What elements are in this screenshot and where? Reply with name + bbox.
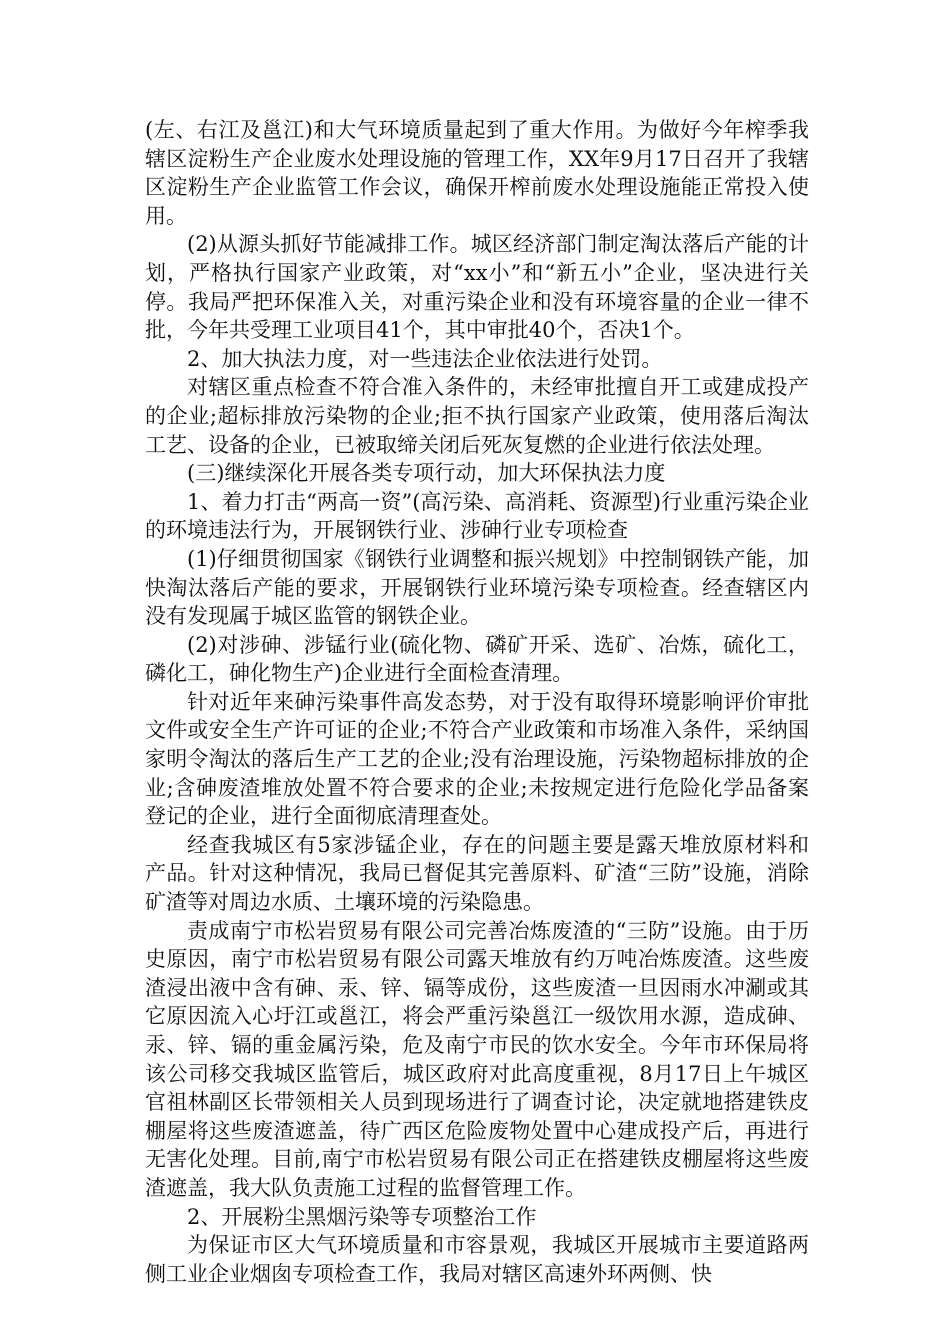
section-heading: (三)继续深化开展各类专项行动，加大环保执法力度 — [187, 461, 666, 486]
paragraph: 对辖区重点检查不符合准入条件的，未经审批擅自开工或建成投产的企业;超标排放污染物的企业;拒不执行国家产业政策，使用落后淘汰工艺、设备的企业，已被取缔关闭后死灰复燃的企业进行依法处理。 — [145, 375, 809, 457]
document-body — [145, 116, 809, 1288]
paragraph: (左、右江及邕江)和大气环境质量起到了重大作用。为做好今年榨季我辖区淀粉生产企业废水处理设施的管理工作，XX年9月17日召开了我辖区淀粉生产企业监管工作会议，确保开榨前废水处理设施能正常投入使用。 — [145, 118, 809, 228]
paragraph: 2、加大执法力度，对一些违法企业依法进行处罚。 — [187, 346, 663, 371]
paragraph: 为保证市区大气环境质量和市容景观，我城区开展城市主要道路两侧工业企业烟囱专项检查工作，我局对辖区高速外环两侧、快 — [145, 1233, 809, 1286]
paragraph: 经查我城区有5家涉锰企业，存在的问题主要是露天堆放原材料和产品。针对这种情况，我局已督促其完善原料、矿渣“三防”设施，消除矿渣等对周边水质、土壤环境的污染隐患。 — [145, 832, 809, 915]
paragraph: 责成南宁市松岩贸易有限公司完善冶炼废渣的“三防”设施。由于历史原因，南宁市松岩贸易有限公司露天堆放有约万吨冶炼废渣。这些废渣浸出液中含有砷、汞、锌、镉等成份，这些废渣一旦因雨水冲涮或其它原因流入心圩江或邕江，将会严重污染邕江一级饮用水源，造成砷、汞、锌、镉的重金属污染，危及南宁市民的饮水安全。今年市环保局将该公司移交我城区监管后，城区政府对此高度重视，8月17日上午城区官祖林副区长带领相关人员到现场进行了调查讨论，决定就地搭建铁皮棚屋将这些废渣遮盖，待广西区危险废物处置中心建成投产后，再进行无害化处理。目前,南宁市松岩贸易有限公司正在搭建铁皮棚屋将这些废渣遮盖，我大队负责施工过程的监督管理工作。 — [145, 918, 809, 1200]
paragraph: 针对近年来砷污染事件高发态势，对于没有取得环境影响评价审批文件或安全生产许可证的企业;不符合产业政策和市场准入条件，采纳国家明令淘汰的落后生产工艺的企业;没有治理设施，污染物超标排放的企业;含砷废渣堆放处置不符合要求的企业;未按规定进行危险化学品备案登记的企业，进行全面彻底清理查处。 — [145, 689, 809, 829]
paragraph: 1、着力打击“两高一资”(高污染、高消耗、资源型)行业重污染企业的环境违法行为，开展钢铁行业、涉砷行业专项检查 — [145, 489, 809, 543]
paragraph: (1)仔细贯彻国家《钢铁行业调整和振兴规划》中控制钢铁产能，加快淘汰落后产能的要求，开展钢铁行业环境污染专项检查。经查辖区内没有发现属于城区监管的钢铁企业。 — [145, 546, 809, 629]
paragraph: 2、开展粉尘黑烟污染等专项整治工作 — [187, 1204, 537, 1229]
paragraph: (2)对涉砷、涉锰行业(硫化物、磷矿开采、选矿、冶炼，硫化工，磷化工，砷化物生产)企业进行全面检查清理。 — [145, 632, 809, 686]
paragraph: (2)从源头抓好节能减排工作。城区经济部门制定淘汰落后产能的计划，严格执行国家产业政策，对“xx小”和“新五小”企业，坚决进行关停。我局严把环保准入关，对重污染企业和没有环境容量的企业一律不批，今年共受理工业项目41个，其中审批40个，否决1个。 — [145, 232, 809, 343]
